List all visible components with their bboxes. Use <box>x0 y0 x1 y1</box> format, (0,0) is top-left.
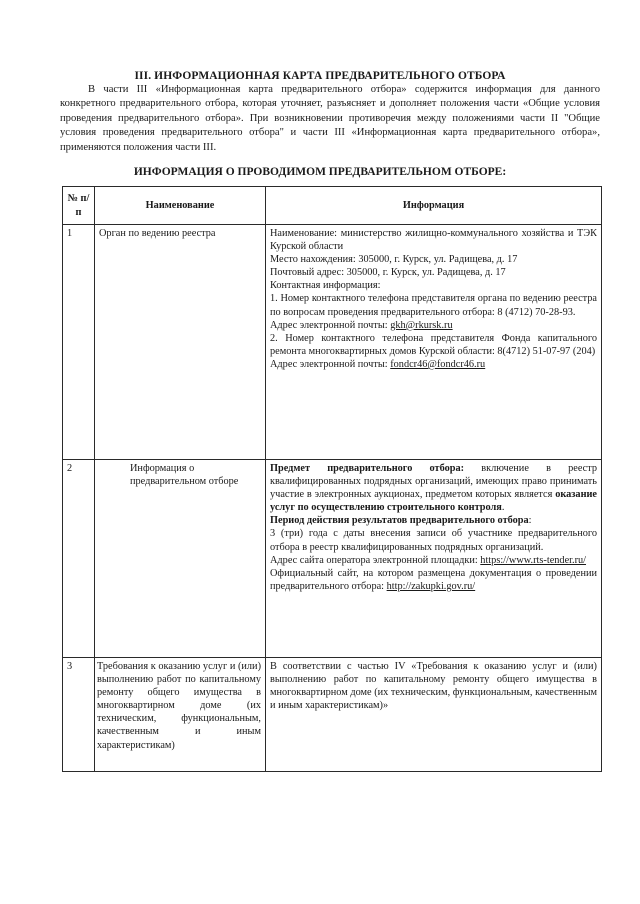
table-caption: ИНФОРМАЦИЯ О ПРОВОДИМОМ ПРЕДВАРИТЕЛЬНОМ ОТБОРЕ: <box>133 166 507 178</box>
table-header-row <box>63 187 602 225</box>
validity-period-label <box>270 514 597 527</box>
site-label: Адрес сайта оператора электронной площадки: <box>270 554 481 566</box>
validity-period-text: 3 (три) года с даты внесения записи об участнике предварительного отбора в реестр квалифицированных подрядных организаций. <box>270 528 597 553</box>
row-info: В соответствии с частью IV «Требования к оказанию услуг и (или) выполнению работ по капитальному ремонту общего имущества в многоквартирном доме (их техническим, функциональным, качественным и иным характеристикам)» <box>266 658 602 772</box>
site-link[interactable]: https://www.rts-tender.ru/ <box>480 554 587 566</box>
section-title: III. ИНФОРМАЦИОННАЯ КАРТА ПРЕДВАРИТЕЛЬНОГО ОТБОРА <box>134 70 506 82</box>
org-location: Место нахождения: 305000, г. Курск, ул. Радищева, д. 17 <box>270 254 518 266</box>
subject-text: включение в реестр квалифицированных подрядных организаций, имеющих право принимать участие в электронных аукционах, предметом которых является <box>270 463 597 501</box>
subject-label: Предмет предварительного отбора: <box>270 463 465 474</box>
official-site-link[interactable]: http://zakupki.gov.ru/ <box>386 580 476 592</box>
row-info <box>266 225 602 460</box>
period-colon: : <box>528 515 532 527</box>
email-link[interactable]: fondcr46@fondcr46.ru <box>390 358 486 370</box>
table-row <box>63 225 602 460</box>
row-number: 2 <box>63 460 95 658</box>
email-label: Адрес электронной почты: <box>270 358 391 370</box>
official-label: Официальный сайт, на котором размещена документация о проведении предварительного отбора: <box>270 567 597 592</box>
contact-phone-1: 1. Номер контактного телефона представителя органа по ведению реестра по вопросам проведения предварительного отбора: 8 (4712) 70-28-93. <box>270 293 597 318</box>
subject-bold-text: оказание услуг по осуществлению строительного контроля <box>270 489 597 514</box>
info-table <box>62 186 602 772</box>
org-postal-address: Почтовый адрес: 305000, г. Курск, ул. Радищева, д. 17 <box>270 267 506 279</box>
contact-phone-2: 2. Номер контактного телефона представителя Фонда капитального ремонта многоквартирных домов Курской области: 8(4712) 51-07-97 (204) <box>270 332 597 357</box>
official-site <box>270 567 597 593</box>
table-row <box>63 658 602 772</box>
row-name: Требования к оказанию услуг и (или) выполнению работ по капитальному ремонту общего имущества в многоквартирном доме (их техническим, функциональным, качественным и иным характеристикам) <box>95 658 266 772</box>
header-info: Информация <box>266 187 602 225</box>
period-label: Период действия результатов предварительного отбора <box>270 515 529 527</box>
row-name: Информация о предварительном отборе <box>95 460 266 658</box>
row-number: 3 <box>63 658 95 772</box>
row-name: Орган по ведению реестра <box>95 225 266 460</box>
email-label: Адрес электронной почты: <box>270 319 391 331</box>
platform-site <box>270 554 597 567</box>
header-name: Наименование <box>95 187 266 225</box>
row-number: 1 <box>63 225 95 460</box>
header-num: № п/п <box>63 187 95 225</box>
table-row <box>63 460 602 658</box>
subject-end: . <box>501 502 505 514</box>
org-name: Наименование: министерство жилищно-коммунального хозяйства и ТЭК Курской области <box>270 228 597 253</box>
intro-paragraph <box>60 83 600 155</box>
email-link[interactable]: gkh@rkursk.ru <box>390 319 453 331</box>
email-line-1 <box>270 319 597 332</box>
contact-label: Контактная информация: <box>270 280 381 292</box>
intro-text: В части III «Информационная карта предварительного отбора» содержится информация для данного конкретного предварительного отбора, которая уточняет, разъясняет и дополняет положения части «Общие условия проведения предварительного отбора». При возникновении противоречия между положениями части II "Общие условия проведения предварительного отбора" и части III «Информационная карта предварительного отбора», применяются положения части III. <box>60 84 600 153</box>
row-info <box>266 460 602 658</box>
email-line-2 <box>270 358 597 371</box>
selection-subject <box>270 462 597 514</box>
